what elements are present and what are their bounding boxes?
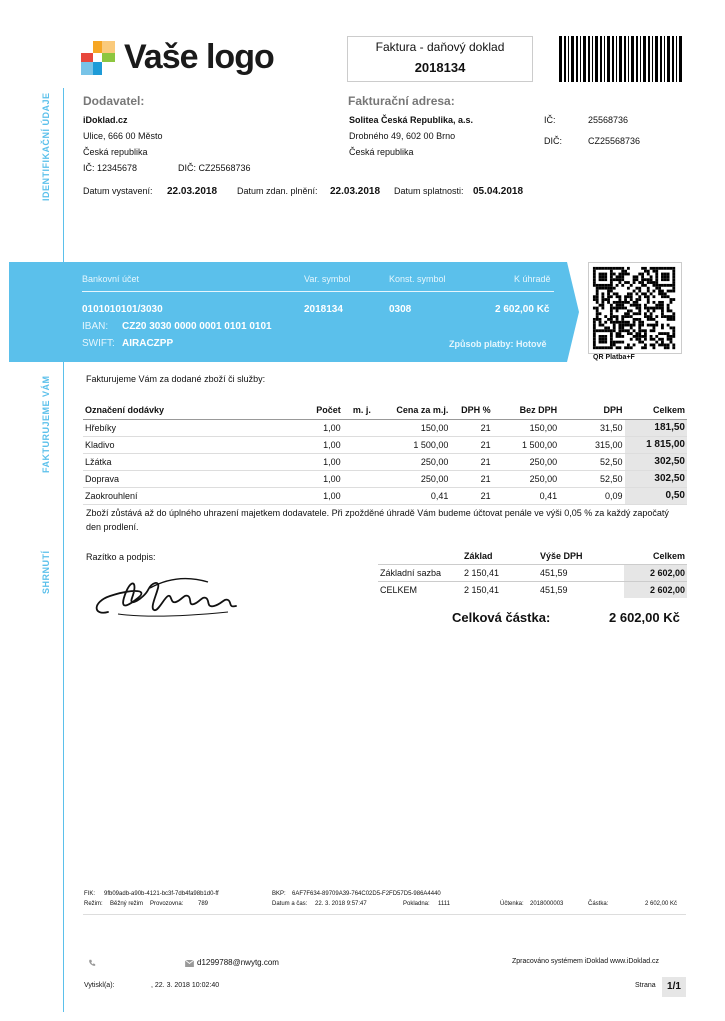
- printed-value: , 22. 3. 2018 10:02:40: [151, 982, 220, 989]
- barcode-icon: [559, 36, 685, 82]
- terms-note: Zboží zůstává až do úplného uhrazení majetkem dodavatele. Při zpožděné úhradě Vám budeme účtovat penále ve výši 0,05 % za každý započatý den prodlení.: [86, 508, 669, 532]
- cell-total: 302,50: [625, 470, 687, 487]
- cell: 31,50: [559, 419, 624, 436]
- logo-text: Vaše logo: [124, 38, 274, 76]
- printed-label: Vytiskl(a):: [84, 982, 115, 989]
- side-line: [63, 362, 64, 1012]
- doc-type: Faktura - daňový doklad: [375, 40, 505, 54]
- footer-processed: Zpracováno systémem iDoklad www.iDoklad.cz: [512, 958, 660, 965]
- col-header: Označení dodávky: [83, 402, 294, 419]
- eet-rezim-label: Režim:: [84, 901, 103, 907]
- cell: 250,00: [373, 470, 451, 487]
- side-label-summary: SHRNUTÍ: [41, 550, 51, 594]
- date-taxable-label: Datum zdan. plnění:: [237, 186, 318, 196]
- intro-text: Fakturujeme Vám za dodané zboží či služby:: [86, 374, 266, 384]
- cell-total: 2 602,00: [624, 581, 687, 598]
- cell: Zaokrouhlení: [83, 487, 294, 504]
- cell: 451,59: [538, 581, 624, 598]
- col-header: Celkem: [625, 402, 687, 419]
- eet-provozovna: 789: [198, 901, 209, 907]
- grand-total-label: Celková částka:: [452, 610, 551, 625]
- summary-header-row: [378, 548, 687, 564]
- eet-pokladna: 1111: [438, 901, 451, 907]
- cell-total: 181,50: [625, 419, 687, 436]
- cell: 250,00: [493, 470, 559, 487]
- date-issued-label: Datum vystavení:: [83, 186, 153, 196]
- eet-provozovna-label: Provozovna:: [150, 901, 184, 907]
- cell: 1,00: [294, 419, 342, 436]
- col-header: DPH: [559, 402, 624, 419]
- table-row: [378, 581, 687, 598]
- supplier-ic: IČ: 12345678: [83, 163, 138, 173]
- table-row: [378, 564, 687, 581]
- cell: 0,41: [493, 487, 559, 504]
- supplier-title: Dodavatel:: [83, 94, 145, 108]
- cell: Doprava: [83, 470, 294, 487]
- col-header: Bez DPH: [493, 402, 559, 419]
- cell: [343, 419, 373, 436]
- table-row: [83, 470, 687, 487]
- col-header: Cena za m.j.: [373, 402, 451, 419]
- date-due: 05.04.2018: [473, 186, 524, 197]
- items-table: [83, 402, 687, 505]
- pay-arrow: [567, 262, 579, 362]
- supplier-country: Česká republika: [83, 147, 148, 157]
- email-icon: [185, 960, 194, 967]
- cell: 150,00: [373, 419, 451, 436]
- pay-konst: 0308: [389, 304, 412, 315]
- eet-fik: 9fb09adb-a90b-4121-bc3f-7db4fa98b1d0-ff: [104, 891, 219, 897]
- cell: 250,00: [373, 453, 451, 470]
- cell-total: 1 815,00: [625, 436, 687, 453]
- cell: Základní sazba: [378, 564, 462, 581]
- signature-icon: [88, 568, 248, 628]
- payment-band: [9, 262, 567, 362]
- col-header: [378, 548, 462, 564]
- footer-divider: [83, 914, 686, 915]
- eet-bkp: 6AF7F634-89709A39-764C02D5-F2FD57D5-986A4440: [292, 891, 441, 897]
- cell: 21: [450, 419, 492, 436]
- cell: 1,00: [294, 470, 342, 487]
- cell: 315,00: [559, 436, 624, 453]
- pay-divider: [82, 291, 554, 292]
- side-label-identification: IDENTIFIKAČNÍ ÚDAJE: [41, 92, 51, 201]
- qr-label: QR Platba+F: [593, 354, 635, 361]
- eet-fik-label: FIK:: [84, 891, 96, 897]
- cell: 451,59: [538, 564, 624, 581]
- cell: 2 150,41: [462, 564, 538, 581]
- billing-ic-label: IČ:: [544, 115, 556, 125]
- pay-swift-label: SWIFT:: [82, 338, 115, 349]
- eet-datetime: 22. 3. 2018 9:57:47: [315, 901, 367, 907]
- pay-header-konst: Konst. symbol: [389, 274, 446, 284]
- cell: 21: [450, 470, 492, 487]
- eet-datetime-label: Datum a čas:: [272, 901, 308, 907]
- col-header: m. j.: [343, 402, 373, 419]
- pay-var: 2018134: [304, 304, 343, 315]
- supplier-street: Ulice, 666 00 Město: [83, 131, 163, 141]
- eet-castka: 2 602,00 Kč: [645, 901, 678, 907]
- date-issued: 22.03.2018: [167, 186, 218, 197]
- col-header: Základ: [464, 550, 493, 561]
- cell: 21: [450, 436, 492, 453]
- cell: 1,00: [294, 453, 342, 470]
- pay-amount: 2 602,00 Kč: [495, 304, 550, 315]
- supplier-dic: DIČ: CZ25568736: [178, 163, 251, 173]
- cell: 2 150,41: [462, 581, 538, 598]
- pay-iban-label: IBAN:: [82, 321, 109, 332]
- cell: [343, 453, 373, 470]
- cell: Kladivo: [83, 436, 294, 453]
- billing-name: Solitea Česká Republika, a.s.: [349, 115, 474, 125]
- doc-number: 2018134: [414, 60, 466, 75]
- cell: [343, 436, 373, 453]
- qr-code-icon: [588, 262, 682, 354]
- pay-method: Způsob platby: Hotově: [449, 339, 547, 349]
- cell: Lžátka: [83, 453, 294, 470]
- eet-uctenka: 2018000003: [530, 901, 564, 907]
- billing-dic-label: DIČ:: [544, 136, 562, 146]
- billing-title: Fakturační adresa:: [348, 94, 455, 108]
- cell: 1,00: [294, 487, 342, 504]
- cell-total: 0,50: [625, 487, 687, 504]
- cell: 250,00: [493, 453, 559, 470]
- page-label: Strana: [635, 982, 656, 989]
- billing-street: Drobného 49, 602 00 Brno: [349, 131, 456, 141]
- page-number: 1/1: [662, 977, 686, 997]
- cell: 52,50: [559, 470, 624, 487]
- supplier-name: iDoklad.cz: [83, 115, 128, 125]
- stamp-label: Razítko a podpis:: [86, 552, 156, 562]
- cell: 1 500,00: [493, 436, 559, 453]
- date-taxable: 22.03.2018: [330, 186, 381, 197]
- logo-icon: [81, 41, 115, 75]
- pay-iban: CZ20 3030 0000 0001 0101 0101: [122, 321, 272, 332]
- billing-dic-value: CZ25568736: [588, 136, 641, 146]
- pay-header-due: K úhradě: [514, 274, 551, 284]
- eet-uctenka-label: Účtenka:: [500, 901, 524, 907]
- cell: 0,41: [373, 487, 451, 504]
- eet-rezim: Běžný režim: [110, 901, 144, 907]
- cell: 0,09: [559, 487, 624, 504]
- cell: 52,50: [559, 453, 624, 470]
- footer-email: d1299788@nwytg.com: [197, 958, 279, 967]
- grand-total-value: 2 602,00 Kč: [609, 610, 680, 625]
- phone-icon: [88, 959, 96, 967]
- cell: Hřebíky: [83, 419, 294, 436]
- cell: [343, 470, 373, 487]
- cell: 1,00: [294, 436, 342, 453]
- cell: CELKEM: [378, 581, 462, 598]
- col-header: Počet: [294, 402, 342, 419]
- side-label-invoicing: FAKTURUJEME VÁM: [41, 375, 51, 473]
- table-row: [83, 436, 687, 453]
- cell: 21: [450, 453, 492, 470]
- cell: 150,00: [493, 419, 559, 436]
- side-line: [63, 88, 64, 262]
- table-row: [83, 487, 687, 504]
- eet-castka-label: Částka:: [588, 901, 609, 907]
- date-due-label: Datum splatnosti:: [394, 186, 464, 196]
- cell: [343, 487, 373, 504]
- col-header: DPH %: [450, 402, 492, 419]
- pay-swift: AIRACZPP: [122, 338, 174, 349]
- pay-header-account: Bankovní účet: [82, 274, 140, 284]
- items-header-row: [83, 402, 687, 419]
- cell: 21: [450, 487, 492, 504]
- col-header: Výše DPH: [540, 550, 583, 561]
- cell: 1 500,00: [373, 436, 451, 453]
- pay-header-var: Var. symbol: [304, 274, 351, 284]
- col-header: Celkem: [652, 550, 685, 561]
- eet-pokladna-label: Pokladna:: [403, 901, 430, 907]
- table-row: [83, 419, 687, 436]
- cell-total: 302,50: [625, 453, 687, 470]
- invoice-title-box: [347, 36, 533, 82]
- summary-table: [378, 548, 687, 598]
- cell-total: 2 602,00: [624, 564, 687, 581]
- eet-bkp-label: BKP:: [272, 891, 286, 897]
- billing-ic-value: 25568736: [588, 115, 629, 125]
- table-row: [83, 453, 687, 470]
- pay-account: 0101010101/3030: [82, 304, 163, 315]
- billing-country: Česká republika: [349, 147, 414, 157]
